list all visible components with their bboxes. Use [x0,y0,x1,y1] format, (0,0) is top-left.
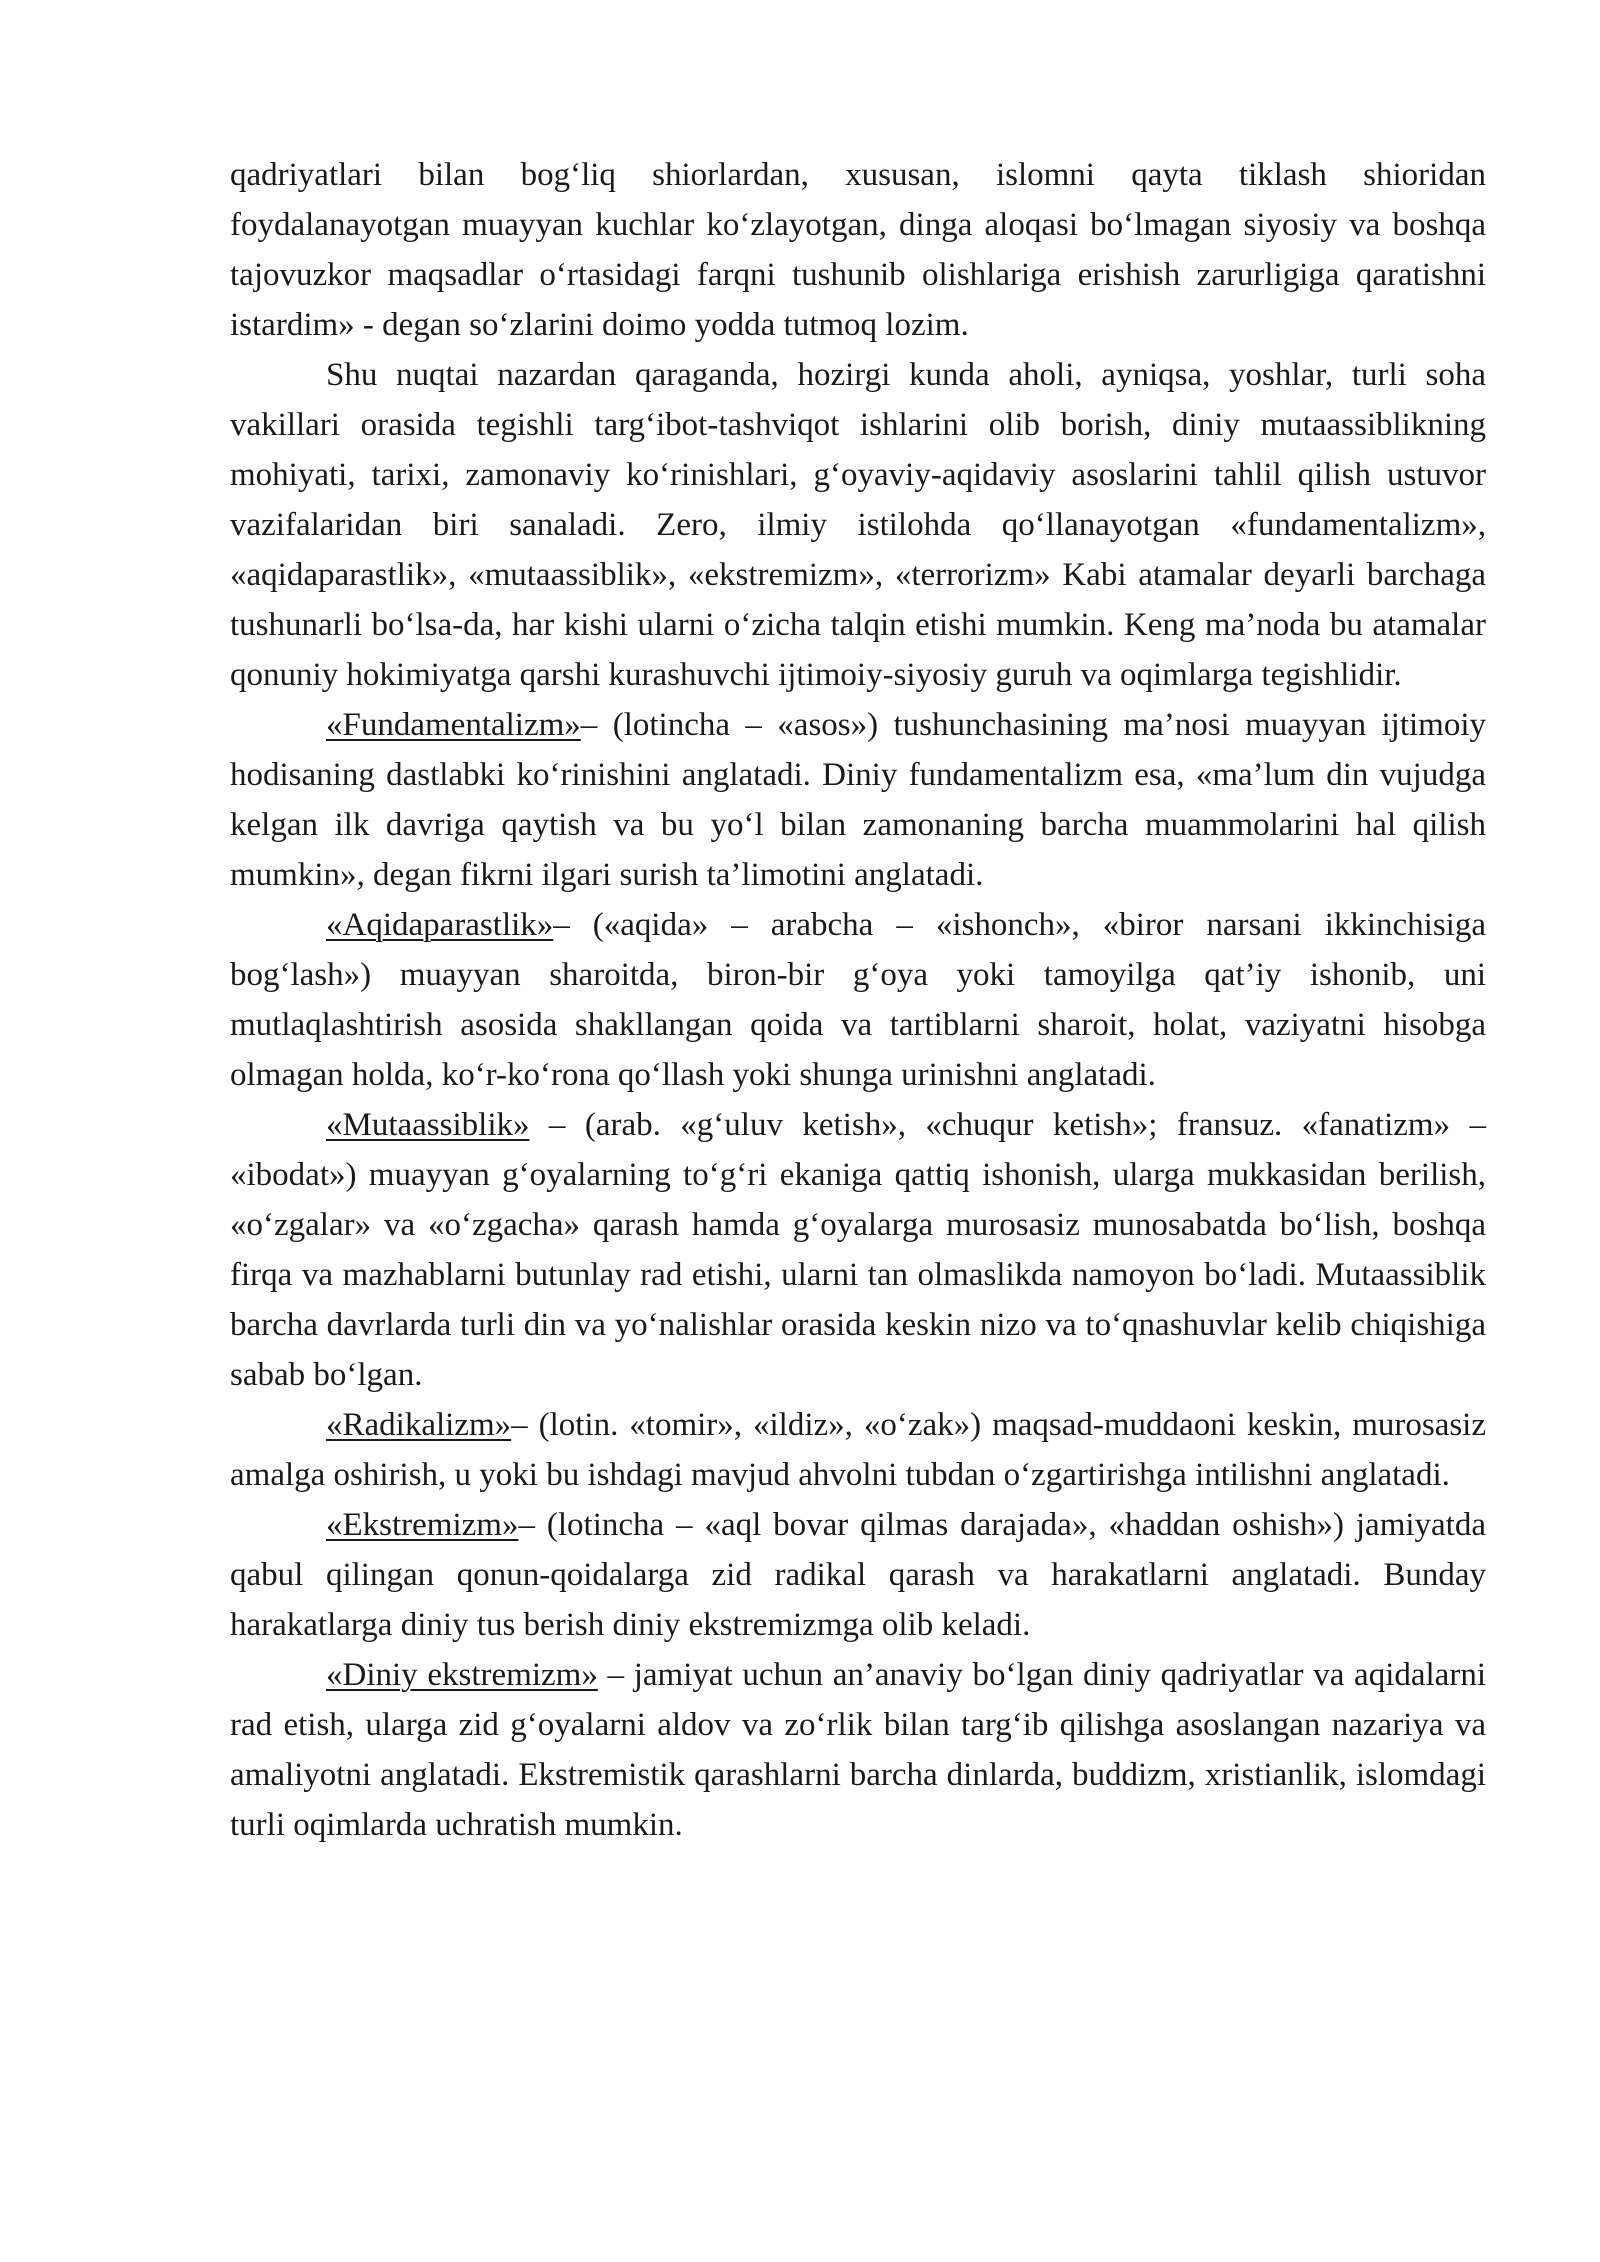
definition-ekstremizm [230,1500,1486,1650]
definition-radikalizm [230,1400,1486,1500]
paragraph-intro [230,350,1486,700]
definition-text: – jamiyat uchun an’anaviy bo‘lgan diniy qadriyatlar va aqidalarni rad etish, ularga zid g‘oyalarni aldov va zo‘rlik bilan targ‘ib qilishga asoslangan nazariya va amaliyotni anglatadi. Ekstremistik qarashlarni barcha dinlarda, buddizm, xristianlik, islomdagi turli oqimlarda uchratish mumkin. [230,1657,1486,1843]
term-radikalizm: «Radikalizm» [326,1407,512,1443]
term-aqidaparastlik: «Aqidaparastlik» [326,907,554,943]
definition-aqidaparastlik [230,900,1486,1100]
document-page [230,150,1486,1850]
definition-text: – («aqida» – arabcha – «ishonch», «biror narsani ikkinchisiga bog‘lash») muayyan sharoitda, biron-bir g‘oya yoki tamoyilga qat’iy ishonib, uni mutlaqlashtirish asosida shakllangan qoida va tartiblarni sharoit, holat, vaziyatni hisobga olmagan holda, ko‘r-ko‘rona qo‘llash yoki shunga urinishni anglatadi. [230,907,1486,1093]
paragraph-text: qadriyatlari bilan bog‘liq shiorlardan, xususan, islomni qayta tiklash shioridan foydalanayotgan muayyan kuchlar ko‘zlayotgan, dinga aloqasi bo‘lmagan siyosiy va boshqa tajovuzkor maqsadlar o‘rtasidagi farqni tushunib olishlariga erishish zarurligiga qaratishni istardim» - degan so‘zlarini doimo yodda tutmoq lozim. [230,157,1486,343]
term-diniy-ekstremizm: «Diniy ekstremizm» [326,1657,598,1693]
definition-text: – (lotin. «tomir», «ildiz», «o‘zak») maqsad-muddaoni keskin, murosasiz amalga oshirish, u yoki bu ishdagi mavjud ahvolni tubdan o‘zgartirishga intilishni anglatadi. [230,1407,1486,1493]
paragraph-text: Shu nuqtai nazardan qaraganda, hozirgi kunda aholi, ayniqsa, yoshlar, turli soha vakillari orasida tegishli targ‘ibot-tashviqot ishlarini olib borish, diniy mutaassiblikning mohiyati, tarixi, zamonaviy ko‘rinishlari, g‘oyaviy-aqidaviy asoslarini tahlil qilish ustuvor vazifalaridan biri sanaladi. Zero, ilmiy istilohda qo‘llanayotgan «fundamentalizm», «aqidaparastlik», «mutaassiblik», «ekstremizm», «terrorizm» Kabi atamalar deyarli barchaga tushunarli bo‘lsa-da, har kishi ularni o‘zicha talqin etishi mumkin. Keng ma’noda bu atamalar qonuniy hokimiyatga qarshi kurashuvchi ijtimoiy-siyosiy guruh va oqimlarga tegishlidir. [230,357,1486,693]
definition-mutaassiblik [230,1100,1486,1400]
term-ekstremizm: «Ekstremizm» [326,1507,519,1543]
definition-fundamentalizm [230,700,1486,900]
term-mutaassiblik: «Mutaassiblik» [326,1107,530,1143]
definition-diniy-ekstremizm [230,1650,1486,1850]
definition-text: – (arab. «g‘uluv ketish», «chuqur ketish»; fransuz. «fanatizm» – «ibodat») muayyan g‘oyalarning to‘g‘ri ekaniga qattiq ishonish, ularga mukkasidan berilish, «o‘zgalar» va «o‘zgacha» qarash hamda g‘oyalarga murosasiz munosabatda bo‘lish, boshqa firqa va mazhablarni butunlay rad etishi, ularni tan olmaslikda namoyon bo‘ladi. Mutaassiblik barcha davrlarda turli din va yo‘nalishlar orasida keskin nizo va to‘qnashuvlar kelib chiqishiga sabab bo‘lgan. [230,1107,1486,1393]
definition-text: – (lotincha – «aql bovar qilmas darajada», «haddan oshish») jamiyatda qabul qilingan qonun-qoidalarga zid radikal qarash va harakatlarni anglatadi. Bunday harakatlarga diniy tus berish diniy ekstremizmga olib keladi. [230,1507,1486,1643]
paragraph-continuation [230,150,1486,350]
term-fundamentalizm: «Fundamentalizm» [326,707,581,743]
definition-text: – (lotincha – «asos») tushunchasining ma’nosi muayyan ijtimoiy hodisaning dastlabki ko‘rinishini anglatadi. Diniy fundamentalizm esa, «ma’lum din vujudga kelgan ilk davriga qaytish va bu yo‘l bilan zamonaning barcha muammolarini hal qilish mumkin», degan fikrni ilgari surish ta’limotini anglatadi. [230,707,1486,893]
